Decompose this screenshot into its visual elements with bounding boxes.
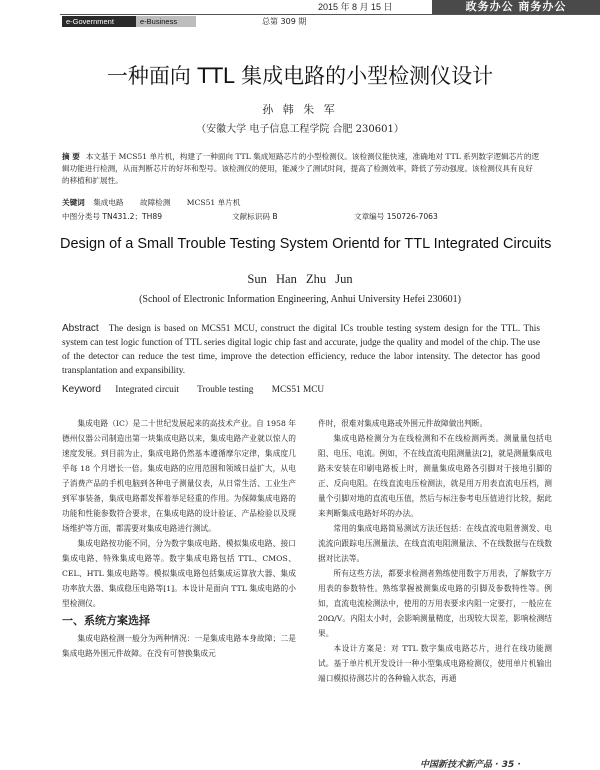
keyword-en: Trouble testing [197,385,254,395]
document-code: 文献标识码 B [232,212,278,221]
keywords-en-label: Keyword [62,384,101,395]
affiliation-cn: （安徽大学 电子信息工程学院 合肥 230601） [196,124,404,135]
journal-name: 中国新技术新产品 [420,760,493,770]
issue-date: 2015 年 8 月 15 日 [318,2,393,12]
section-tag-business: e-Business [136,16,196,27]
page-footer [420,757,521,770]
paragraph: 集成电路检测分为在线检测和不在线检测两类。测量量包括电阻、电压、电流。例如，不在线直流电阻测量法[2]，就是测量集成电路未安装在印刷电路板上时，测量集成电路各引脚对于接地引脚的正、反向电阻。在线直流电压检测法，就是用万用表直流电压档，测量个引脚对地的直流电压值，然后与标注参考电压值进行比较，据此来判断集成电路好坏的办法。 [318,434,552,518]
keywords-cn [62,197,254,208]
paper-title-en: Design of a Small Trouble Testing System Orientd for TTL Integrated Circuits [60,236,552,252]
paragraph: 常用的集成电路简易测试方法还包括：在线直流电阻普测发、电流流向跟踪电压测量法、在线直流电阻测量法、不在线数据与在线数据对比法等。 [318,524,552,563]
abstract-en-label: Abstract [62,323,99,334]
article-number: 文章编号 150726-7063 [354,212,438,221]
authors-cn: 孙 韩 朱 军 [262,103,338,116]
clc-number: 中图分类号 TN431.2；TH89 [62,212,163,221]
abstract-en [62,322,540,378]
body-column-right [318,416,552,686]
issue-number: 总第 309 期 [262,17,307,26]
page-number: · 35 · [495,760,521,770]
paragraph: 所有这些方法，都要求检测者熟练使用数字万用表，了解数字万用表的参数特性。熟练掌握被测集成电路的引脚及参数特性等。例如，直流电流检测法中，使用的万用表要求内阻一定要打，一般应在 20Ω/V。内阻太小时，会影响测量精度，出现较大误差，影响检测结果。 [318,569,552,638]
abstract-en-text: The design is based on MCS51 MCU, construct the digital ICs trouble testing system design for the TTL. This system can test logic function of TTL series digital logic chip fast and accurate, judge the quality and model of the chip. The use of the detector can reduce the test time, improve the detection efficiency, reduce the labor intensity. The detector has good transplantation and expansibility. [62,324,540,376]
body-column-left [62,416,296,661]
keyword-en: Integrated circuit [115,385,179,395]
header-divider [60,14,600,15]
keywords-cn-label: 关键词 [62,198,85,207]
authors-en: Sun Han Zhu Jun [247,272,353,286]
affiliation-en: (School of Electronic Information Engineering, Anhui University Hefei 230601) [139,294,461,305]
paragraph: 本设计方案是：对 TTL 数字集成电路芯片，进行在线功能测试。基于单片机开发设计一种小型集成电路检测仪，使用单片机输出端口模拟待测芯片的各种输入状态，再通 [318,644,552,683]
paragraph: 集成电路按功能不同，分为数字集成电路、模拟集成电路、接口集成电路、特殊集成电路等。数字集成电路包括 TTL、CMOS、CEL、HTL 集成电路等。模拟集成电路包括集成运算放大器、集成功率放大器、集成稳压电路等[1]。本设计是面向 TTL 集成电路的小型检测仪。 [62,539,296,608]
keyword-cn: MCS51 单片机 [186,198,241,207]
abstract-cn [62,151,540,187]
abstract-cn-text: 本文基于 MCS51 单片机，构建了一种面向 TTL 集成短路芯片的小型检测仪。该检测仪能快速，准确地对 TTL 系列数字逻辑芯片的逻辑功能进行检测，从而判断芯片的好坏和型号。该检测仪的使用，能减少了测试时间，提高了检测效率，降低了劳动强度。该检测仪具有良好的移植和扩展性。 [62,152,540,185]
abstract-cn-label: 摘 要 [62,152,80,161]
section-heading: 一、系统方案选择 [62,614,150,627]
keyword-cn: 集成电路 [93,198,124,207]
paragraph: 集成电路检测一般分为两种情况：一是集成电路本身故障；二是集成电路外围元件故障。在没有可替换集成元 [62,634,296,658]
paper-title-cn: 一种面向 TTL 集成电路的小型检测仪设计 [106,64,494,88]
paragraph: 件时，很难对集成电路或外围元件故障做出判断。 [318,419,488,428]
keywords-en [62,384,340,395]
keyword-en: MCS51 MCU [271,385,325,395]
paragraph: 集成电路（IC）是二十世纪发展起来的高技术产业。自 1958 年德州仪器公司制造出第一块集成电路以来，集成电路产业就以惊人的速度发展。到目前为止，集成电路仍然基本遵循摩尔定律，集成度几乎每 18 个月增长一倍。集成电路的应用范围和领域日益扩大，从电子消费产品的手机电脑到各种电子测量仪表，从日常生活、工业生产到军事装备，集成电路都发挥着举足轻重的作用。为保障集成电路的功能和性能参数符合要求，在集成电路的设计验证、产品检验以及现场维护等方面，都需要对集成电路进行测试。 [62,419,296,533]
section-tag-government: e-Government [62,16,136,27]
keyword-cn: 故障检测 [140,198,171,207]
column-banner: 政务办公 商务办公 [432,0,600,14]
